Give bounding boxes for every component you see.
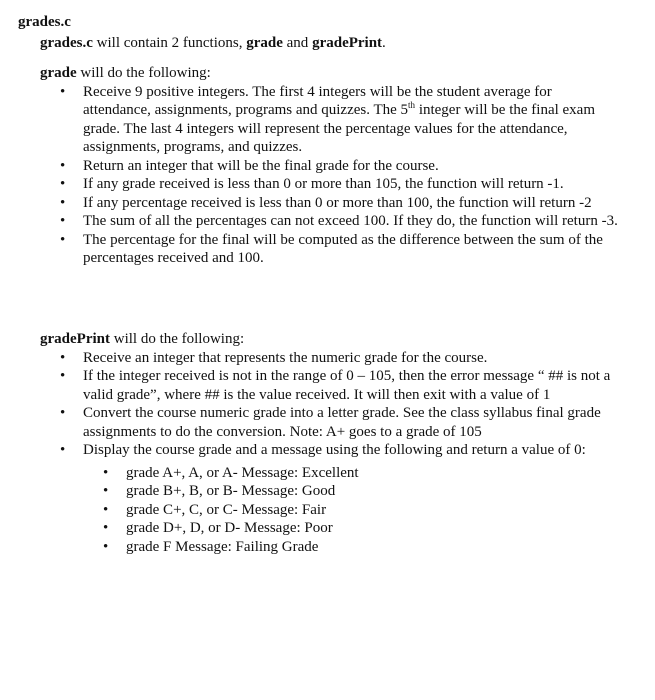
- intro-text-3: .: [382, 35, 386, 51]
- gradeprint-requirements-list: [40, 349, 620, 557]
- grade-item-6: The percentage for the final will be computed as the difference between the sum of the percentages received and 100.: [83, 231, 603, 266]
- list-item: [83, 538, 620, 557]
- list-item: [40, 349, 620, 368]
- list-item: [40, 83, 620, 157]
- intro-paragraph: [40, 34, 640, 53]
- grade-requirements-list: [40, 83, 620, 268]
- list-item: [83, 482, 620, 501]
- list-item: [40, 194, 620, 213]
- grade-heading-text: will do the following:: [76, 65, 211, 81]
- gradeprint-item-2: If the integer received is not in the range of 0 – 105, then the error message “ ## is not a valid grade”, where ## is the value received. It will then exit with a value of 1: [83, 368, 611, 403]
- gradeprint-item-4: Display the course grade and a message using the following and return a value of 0:: [83, 442, 586, 458]
- intro-text-2: and: [282, 35, 313, 51]
- gradeprint-item-3: Convert the course numeric grade into a letter grade. See the class syllabus final grade assignments to do the conversion. Note: A+ goes to a grade of 105: [83, 405, 601, 440]
- list-item: [40, 231, 620, 268]
- list-item: [40, 157, 620, 176]
- gradeprint-heading-name: gradePrint: [40, 331, 110, 347]
- list-item: [83, 464, 620, 483]
- grade-heading-name: grade: [40, 65, 77, 81]
- list-item: [40, 367, 620, 404]
- list-item: [83, 501, 620, 520]
- list-item: [83, 519, 620, 538]
- grade-item-4: If any percentage received is less than 0 or more than 100, the function will return -2: [83, 194, 592, 211]
- gradeprint-item-1: Receive an integer that represents the numeric grade for the course.: [83, 349, 488, 366]
- grade-message-a: grade A+, A, or A- Message: Excellent: [126, 464, 359, 481]
- list-item: [40, 404, 620, 441]
- grade-message-f: grade F Message: Failing Grade: [126, 538, 319, 555]
- gradeprint-heading-text: will do the following:: [109, 331, 245, 347]
- intro-text-1: will contain 2 functions,: [92, 35, 247, 51]
- grade-item-5: The sum of all the percentages can not exceed 100. If they do, the function will return -3.: [83, 213, 618, 229]
- document-title: grades.c: [18, 14, 71, 30]
- grade-section: [40, 64, 620, 268]
- list-item: [40, 441, 620, 556]
- gradeprint-section-heading: [40, 330, 620, 349]
- grade-item-1b: integer will be the final exam grade. The last 4 integers will represent the percentage values for the attendance, assignments, programs, and quizzes.: [83, 102, 595, 155]
- grade-message-b: grade B+, B, or B- Message: Good: [126, 483, 336, 499]
- grade-item-1a: Receive 9 positive integers. The first 4 integers will be the student average for attendance, assignments, programs and quizzes. The 5: [83, 83, 552, 118]
- list-item: [40, 175, 620, 194]
- grade-message-d: grade D+, D, or D- Message: Poor: [126, 520, 333, 536]
- intro-function-grade: grade: [246, 35, 283, 51]
- grade-item-3: If any grade received is less than 0 or more than 105, the function will return -1.: [83, 176, 564, 192]
- intro-filename: grades.c: [40, 35, 93, 51]
- intro-function-gradeprint: gradePrint: [312, 35, 383, 51]
- list-item: [40, 212, 620, 231]
- grade-message-c: grade C+, C, or C- Message: Fair: [126, 501, 327, 518]
- grade-item-1-sup: th: [408, 100, 416, 110]
- grade-item-2: Return an integer that will be the final grade for the course.: [83, 157, 439, 174]
- gradeprint-section: [40, 330, 620, 556]
- grade-section-heading: [40, 64, 620, 83]
- grade-message-list: [83, 464, 620, 557]
